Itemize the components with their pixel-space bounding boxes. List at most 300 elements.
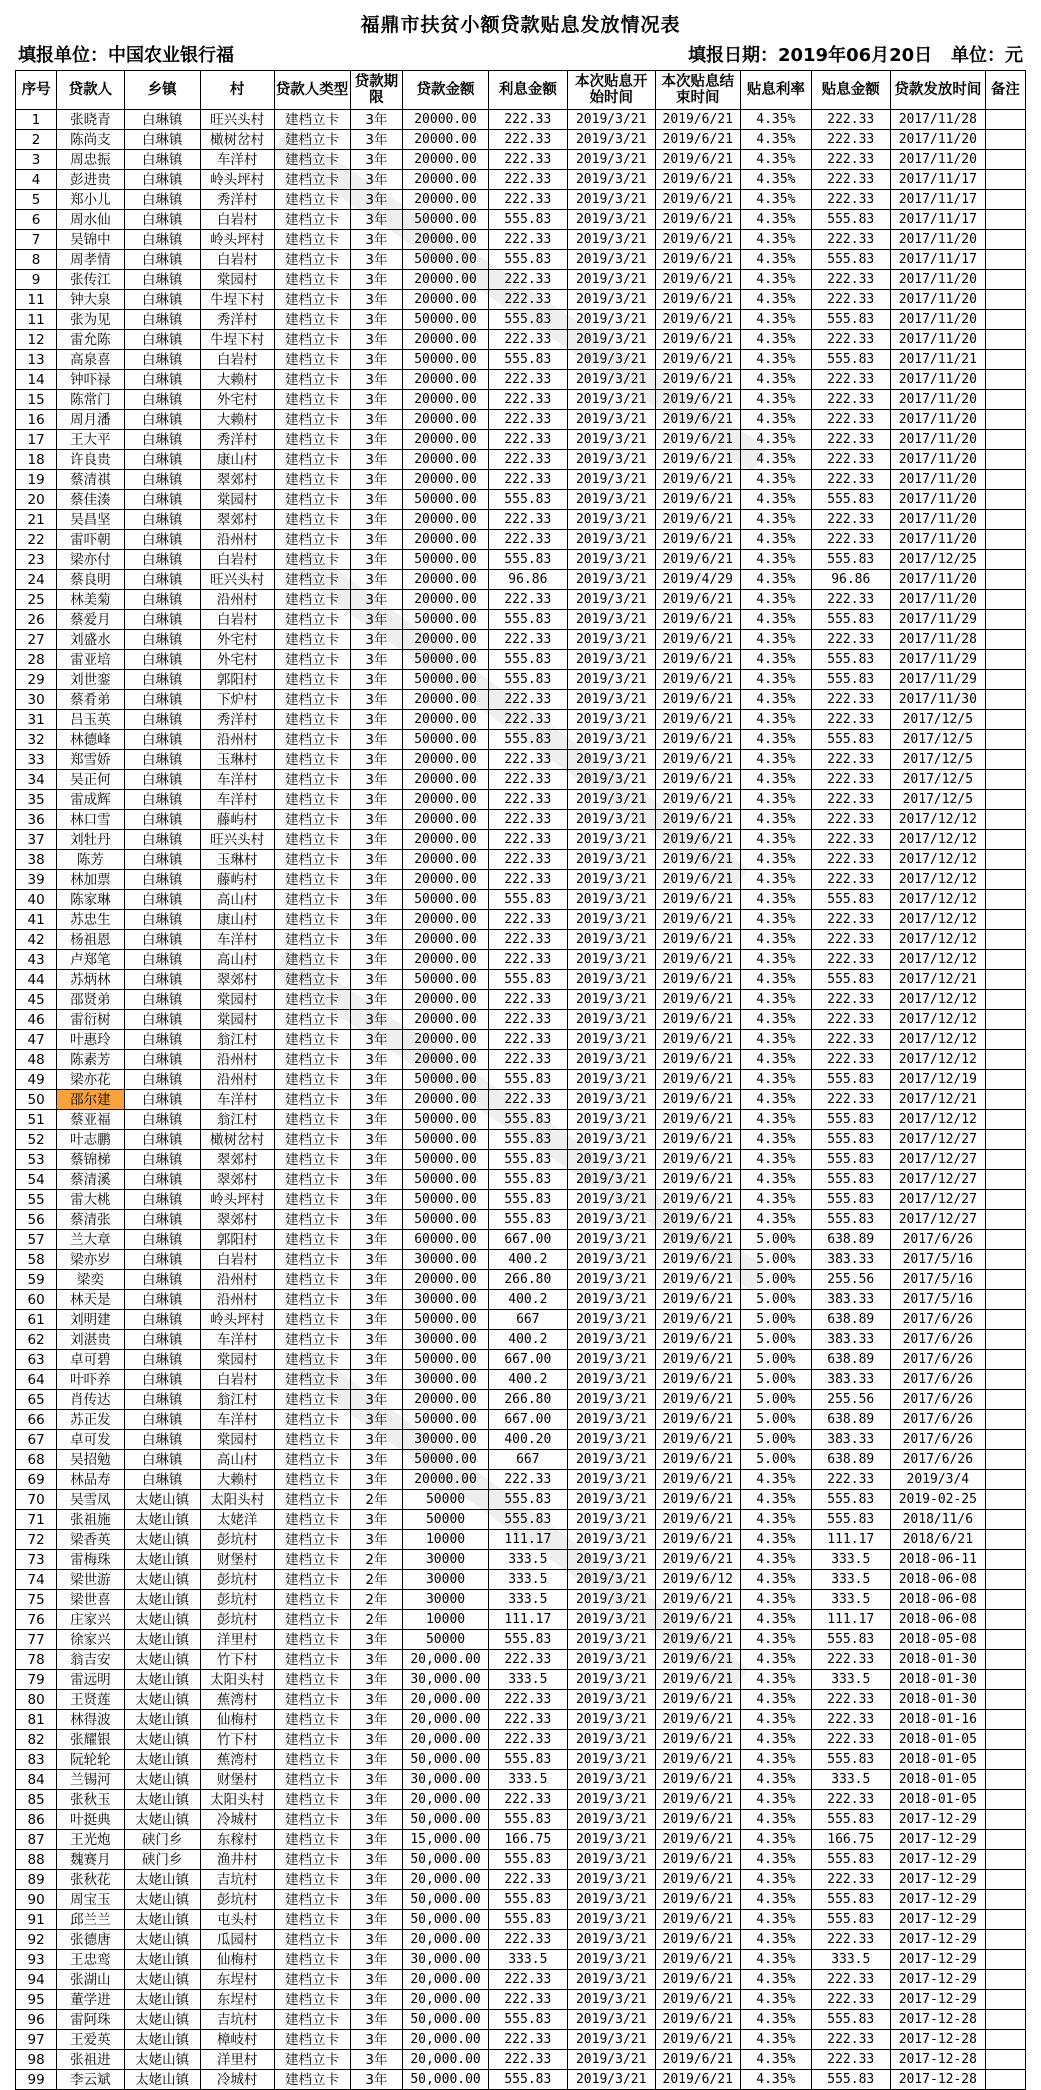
table-cell: 555.83 xyxy=(811,1110,890,1130)
table-row xyxy=(16,330,1026,350)
table-cell: 20000.00 xyxy=(403,290,488,310)
table-cell: 76 xyxy=(16,1610,57,1630)
table-row xyxy=(16,1190,1026,1210)
table-cell: 3年 xyxy=(350,1670,403,1690)
table-cell: 50 xyxy=(16,1090,57,1110)
table-cell: 222.33 xyxy=(811,950,890,970)
table-cell: 266.80 xyxy=(488,1270,567,1290)
table-cell: 建档立卡 xyxy=(274,1570,350,1590)
table-cell: 建档立卡 xyxy=(274,550,350,570)
table-cell: 2017-12-29 xyxy=(890,1970,985,1990)
table-cell: 30 xyxy=(16,690,57,710)
table-cell: 2019/3/21 xyxy=(567,990,655,1010)
table-cell: 2017/12/5 xyxy=(890,730,985,750)
table-cell: 仙梅村 xyxy=(200,1950,274,1970)
table-cell: 2019/3/21 xyxy=(567,770,655,790)
table-cell: 玉琳村 xyxy=(200,750,274,770)
table-cell: 沿州村 xyxy=(200,1290,274,1310)
table-cell: 222.33 xyxy=(488,1030,567,1050)
table-cell: 3年 xyxy=(350,230,403,250)
table-cell: 2019/3/21 xyxy=(567,970,655,990)
loan-subsidy-table xyxy=(15,70,1026,2090)
table-cell: 2019/6/21 xyxy=(655,350,740,370)
table-cell: 雷梅珠 xyxy=(57,1550,125,1570)
table-cell: 222.33 xyxy=(811,1010,890,1030)
table-cell: 50000.00 xyxy=(403,730,488,750)
table-cell: 太姥山镇 xyxy=(124,1950,200,1970)
table-cell: 2017/6/26 xyxy=(890,1390,985,1410)
table-row xyxy=(16,910,1026,930)
table-row xyxy=(16,710,1026,730)
table-cell: 吴锦中 xyxy=(57,230,125,250)
table-cell: 222.33 xyxy=(488,1930,567,1950)
table-cell: 10000 xyxy=(403,1610,488,1630)
table-cell: 6 xyxy=(16,210,57,230)
table-cell: 2017/11/20 xyxy=(890,530,985,550)
table-cell: 333.5 xyxy=(811,1570,890,1590)
table-cell: 3年 xyxy=(350,370,403,390)
table-cell: 4.35% xyxy=(741,530,812,550)
table-cell: 3年 xyxy=(350,1750,403,1770)
table-cell: 2019/3/21 xyxy=(567,670,655,690)
table-cell: 92 xyxy=(16,1930,57,1950)
table-cell: 70 xyxy=(16,1490,57,1510)
table-cell xyxy=(985,1590,1025,1610)
table-cell: 太姥山镇 xyxy=(124,1690,200,1710)
table-cell: 400.2 xyxy=(488,1290,567,1310)
table-cell: 4.35% xyxy=(741,1070,812,1090)
table-cell: 2019/3/21 xyxy=(567,370,655,390)
table-cell: 12 xyxy=(16,330,57,350)
table-cell xyxy=(985,350,1025,370)
table-cell xyxy=(985,1550,1025,1570)
table-cell: 2019/6/21 xyxy=(655,490,740,510)
table-cell: 2019/3/21 xyxy=(567,2070,655,2090)
table-row xyxy=(16,1370,1026,1390)
table-cell: 2019/6/21 xyxy=(655,550,740,570)
table-cell: 222.33 xyxy=(811,290,890,310)
table-cell: 刘世銮 xyxy=(57,670,125,690)
table-row xyxy=(16,1670,1026,1690)
table-cell: 2019/3/21 xyxy=(567,1210,655,1230)
table-cell: 5 xyxy=(16,190,57,210)
table-cell: 2019/6/21 xyxy=(655,950,740,970)
table-row xyxy=(16,990,1026,1010)
table-cell: 2019/3/21 xyxy=(567,1570,655,1590)
table-cell: 2019/3/21 xyxy=(567,1390,655,1410)
table-cell: 白琳镇 xyxy=(124,410,200,430)
table-cell: 50000.00 xyxy=(403,250,488,270)
table-cell: 2017-12-29 xyxy=(890,1950,985,1970)
table-cell: 3年 xyxy=(350,290,403,310)
table-cell: 4.35% xyxy=(741,350,812,370)
table-cell: 翁吉安 xyxy=(57,1650,125,1670)
table-cell: 2019/3/21 xyxy=(567,1290,655,1310)
table-cell: 50,000.00 xyxy=(403,1850,488,1870)
table-cell: 棠园村 xyxy=(200,490,274,510)
table-cell: 3年 xyxy=(350,1730,403,1750)
table-row xyxy=(16,970,1026,990)
table-cell: 大赖村 xyxy=(200,410,274,430)
table-cell: 555.83 xyxy=(811,890,890,910)
table-cell xyxy=(985,1570,1025,1590)
table-cell: 2017/11/20 xyxy=(890,310,985,330)
table-cell: 2019/6/21 xyxy=(655,1850,740,1870)
table-cell: 4.35% xyxy=(741,1810,812,1830)
table-cell: 外宅村 xyxy=(200,650,274,670)
table-cell: 555.83 xyxy=(488,650,567,670)
table-cell: 白琳镇 xyxy=(124,130,200,150)
table-cell: 50000.00 xyxy=(403,610,488,630)
table-cell: 3年 xyxy=(350,1310,403,1330)
table-row xyxy=(16,790,1026,810)
table-cell: 555.83 xyxy=(488,210,567,230)
table-cell: 222.33 xyxy=(488,510,567,530)
table-cell: 2019/6/21 xyxy=(655,1290,740,1310)
table-cell: 20000.00 xyxy=(403,930,488,950)
table-cell: 50000.00 xyxy=(403,310,488,330)
table-cell: 4.35% xyxy=(741,410,812,430)
table-cell: 太姥山镇 xyxy=(124,1790,200,1810)
table-cell: 3年 xyxy=(350,850,403,870)
table-cell: 3年 xyxy=(350,710,403,730)
table-row xyxy=(16,1290,1026,1310)
table-cell: 苏炳林 xyxy=(57,970,125,990)
table-cell: 建档立卡 xyxy=(274,1950,350,1970)
table-cell: 3年 xyxy=(350,1170,403,1190)
table-cell: 4.35% xyxy=(741,470,812,490)
table-cell: 26 xyxy=(16,610,57,630)
table-cell: 建档立卡 xyxy=(274,1550,350,1570)
table-cell: 222.33 xyxy=(488,370,567,390)
table-cell xyxy=(985,1770,1025,1790)
table-cell: 4.35% xyxy=(741,1010,812,1030)
table-cell: 222.33 xyxy=(811,1650,890,1670)
table-cell: 2019/6/21 xyxy=(655,310,740,330)
table-cell: 2019/6/21 xyxy=(655,1310,740,1330)
table-row xyxy=(16,650,1026,670)
table-cell: 建档立卡 xyxy=(274,1750,350,1770)
table-cell xyxy=(985,1670,1025,1690)
table-cell: 建档立卡 xyxy=(274,1690,350,1710)
table-cell: 2019/3/21 xyxy=(567,1790,655,1810)
table-cell: 8 xyxy=(16,250,57,270)
table-cell: 333.5 xyxy=(488,1670,567,1690)
table-cell: 建档立卡 xyxy=(274,350,350,370)
table-cell: 50000.00 xyxy=(403,350,488,370)
table-cell: 21 xyxy=(16,510,57,530)
table-cell: 222.33 xyxy=(811,690,890,710)
table-cell xyxy=(985,1910,1025,1930)
table-cell: 雷成辉 xyxy=(57,790,125,810)
table-row xyxy=(16,1810,1026,1830)
table-cell: 外宅村 xyxy=(200,630,274,650)
table-cell: 建档立卡 xyxy=(274,890,350,910)
table-cell: 77 xyxy=(16,1630,57,1650)
table-cell: 2017/11/20 xyxy=(890,370,985,390)
table-cell: 4.35% xyxy=(741,1630,812,1650)
table-cell: 4.35% xyxy=(741,1090,812,1110)
table-cell: 4.35% xyxy=(741,930,812,950)
table-cell: 2017/12/12 xyxy=(890,990,985,1010)
table-cell: 91 xyxy=(16,1910,57,1930)
table-cell: 222.33 xyxy=(811,1990,890,2010)
table-cell: 太姥山镇 xyxy=(124,1910,200,1930)
table-cell xyxy=(985,890,1025,910)
table-cell: 5.00% xyxy=(741,1350,812,1370)
table-cell: 2017/12/27 xyxy=(890,1190,985,1210)
table-cell: 2019/6/21 xyxy=(655,1690,740,1710)
table-cell xyxy=(985,1110,1025,1130)
table-cell: 2019/6/21 xyxy=(655,730,740,750)
table-cell: 222.33 xyxy=(811,1050,890,1070)
table-cell: 50,000.00 xyxy=(403,1810,488,1830)
table-cell: 白琳镇 xyxy=(124,770,200,790)
table-cell: 222.33 xyxy=(488,810,567,830)
table-cell: 3年 xyxy=(350,1950,403,1970)
table-cell: 20000.00 xyxy=(403,270,488,290)
table-cell: 2019/6/21 xyxy=(655,1330,740,1350)
table-cell: 建档立卡 xyxy=(274,250,350,270)
table-cell: 2019/3/21 xyxy=(567,530,655,550)
table-cell: 16 xyxy=(16,410,57,430)
table-cell: 93 xyxy=(16,1950,57,1970)
table-cell: 2019/6/21 xyxy=(655,1810,740,1830)
table-cell: 222.33 xyxy=(811,390,890,410)
table-cell: 建档立卡 xyxy=(274,1010,350,1030)
table-cell: 2019/3/21 xyxy=(567,850,655,870)
table-cell: 2019/6/21 xyxy=(655,1110,740,1130)
table-cell: 3年 xyxy=(350,510,403,530)
table-cell: 555.83 xyxy=(488,310,567,330)
table-cell: 东稼村 xyxy=(200,1830,274,1850)
table-cell: 太阳头村 xyxy=(200,1670,274,1690)
table-cell: 41 xyxy=(16,910,57,930)
table-cell: 建档立卡 xyxy=(274,1370,350,1390)
table-cell: 建档立卡 xyxy=(274,610,350,630)
table-cell: 2017/5/16 xyxy=(890,1290,985,1310)
table-cell: 50000.00 xyxy=(403,1130,488,1150)
table-cell: 雷阿珠 xyxy=(57,2010,125,2030)
table-cell: 2019/6/21 xyxy=(655,2030,740,2050)
table-cell: 2019/6/21 xyxy=(655,1190,740,1210)
table-cell: 3年 xyxy=(350,590,403,610)
table-cell: 20000.00 xyxy=(403,1090,488,1110)
table-cell: 3年 xyxy=(350,1410,403,1430)
table-cell: 5.00% xyxy=(741,1410,812,1430)
table-cell: 20000.00 xyxy=(403,1470,488,1490)
table-cell: 50000 xyxy=(403,1490,488,1510)
table-row xyxy=(16,1130,1026,1150)
table-cell: 2017/12/12 xyxy=(890,1110,985,1130)
table-cell xyxy=(985,1230,1025,1250)
table-cell: 222.33 xyxy=(488,630,567,650)
table-cell: 2019/6/21 xyxy=(655,1230,740,1250)
table-cell: 222.33 xyxy=(488,690,567,710)
table-cell: 2019/3/21 xyxy=(567,1270,655,1290)
table-cell: 4.35% xyxy=(741,1210,812,1230)
table-cell: 建档立卡 xyxy=(274,1910,350,1930)
table-cell: 建档立卡 xyxy=(274,1510,350,1530)
table-cell: 2019/6/21 xyxy=(655,130,740,150)
table-cell: 2017-12-28 xyxy=(890,2070,985,2090)
table-cell: 222.33 xyxy=(488,2030,567,2050)
table-cell: 555.83 xyxy=(488,1490,567,1510)
table-cell xyxy=(985,1150,1025,1170)
table-cell: 建档立卡 xyxy=(274,1190,350,1210)
table-cell: 222.33 xyxy=(811,1710,890,1730)
table-cell: 2019/3/21 xyxy=(567,250,655,270)
table-cell xyxy=(985,790,1025,810)
table-cell: 50000.00 xyxy=(403,1350,488,1370)
table-cell: 岭头坪村 xyxy=(200,1190,274,1210)
table-cell: 4.35% xyxy=(741,2070,812,2090)
table-cell: 财堡村 xyxy=(200,1770,274,1790)
table-cell: 20000.00 xyxy=(403,530,488,550)
table-cell: 2019/3/4 xyxy=(890,1470,985,1490)
table-cell: 2019/3/21 xyxy=(567,790,655,810)
table-cell: 叶惠玲 xyxy=(57,1030,125,1050)
table-cell: 白琳镇 xyxy=(124,510,200,530)
table-cell: 4.35% xyxy=(741,790,812,810)
table-cell: 太姥山镇 xyxy=(124,1530,200,1550)
table-cell: 2018-06-08 xyxy=(890,1570,985,1590)
table-cell: 638.89 xyxy=(811,1350,890,1370)
table-cell: 4.35% xyxy=(741,270,812,290)
column-header: 贷款期限 xyxy=(350,71,403,110)
table-cell: 2017/5/16 xyxy=(890,1250,985,1270)
table-cell: 57 xyxy=(16,1230,57,1250)
table-cell: 2019/3/21 xyxy=(567,1530,655,1550)
table-cell: 建档立卡 xyxy=(274,870,350,890)
table-cell: 翠郊村 xyxy=(200,1170,274,1190)
table-cell: 2019/6/21 xyxy=(655,1150,740,1170)
table-cell: 白琳镇 xyxy=(124,1410,200,1430)
table-cell: 50000.00 xyxy=(403,1190,488,1210)
table-cell: 建档立卡 xyxy=(274,790,350,810)
table-cell: 2018/11/6 xyxy=(890,1510,985,1530)
table-cell: 333.5 xyxy=(811,1550,890,1570)
table-cell: 2019/4/29 xyxy=(655,570,740,590)
table-cell: 4.35% xyxy=(741,750,812,770)
table-cell: 2年 xyxy=(350,1490,403,1510)
table-cell: 222.33 xyxy=(811,1030,890,1050)
table-cell: 建档立卡 xyxy=(274,1970,350,1990)
table-cell: 2019/6/21 xyxy=(655,150,740,170)
table-cell: 2019/6/21 xyxy=(655,890,740,910)
table-cell: 4.35% xyxy=(741,1150,812,1170)
table-cell xyxy=(985,990,1025,1010)
table-cell: 87 xyxy=(16,1830,57,1850)
table-cell: 2019/3/21 xyxy=(567,270,655,290)
table-cell: 84 xyxy=(16,1770,57,1790)
table-cell: 蔡锦梯 xyxy=(57,1150,125,1170)
table-row xyxy=(16,730,1026,750)
table-cell: 建档立卡 xyxy=(274,390,350,410)
table-cell: 张祖施 xyxy=(57,1510,125,1530)
table-cell: 222.33 xyxy=(811,830,890,850)
table-cell: 建档立卡 xyxy=(274,670,350,690)
table-cell: 陈尚支 xyxy=(57,130,125,150)
table-cell: 266.80 xyxy=(488,1390,567,1410)
table-cell: 2019/6/21 xyxy=(655,990,740,1010)
table-cell: 白琳镇 xyxy=(124,450,200,470)
table-cell: 2019/6/21 xyxy=(655,690,740,710)
table-cell: 3年 xyxy=(350,1830,403,1850)
table-cell: 3年 xyxy=(350,1430,403,1450)
table-row xyxy=(16,570,1026,590)
table-cell: 白琳镇 xyxy=(124,1110,200,1130)
table-cell xyxy=(985,770,1025,790)
table-cell: 222.33 xyxy=(811,410,890,430)
table-cell: 222.33 xyxy=(811,2050,890,2070)
table-cell: 222.33 xyxy=(811,1090,890,1110)
table-cell: 李云斌 xyxy=(57,2070,125,2090)
table-cell: 20000.00 xyxy=(403,510,488,530)
table-cell: 222.33 xyxy=(811,330,890,350)
table-cell: 2017-12-29 xyxy=(890,1810,985,1830)
table-cell: 3年 xyxy=(350,270,403,290)
table-cell: 硖门乡 xyxy=(124,1850,200,1870)
table-cell xyxy=(985,330,1025,350)
table-cell: 3年 xyxy=(350,1890,403,1910)
table-cell: 2019/6/21 xyxy=(655,1410,740,1430)
table-cell: 太姥山镇 xyxy=(124,1590,200,1610)
table-cell: 兰大章 xyxy=(57,1230,125,1250)
table-cell: 2017/12/27 xyxy=(890,1150,985,1170)
table-cell: 2019/3/21 xyxy=(567,1190,655,1210)
table-cell: 3年 xyxy=(350,450,403,470)
table-cell: 白琳镇 xyxy=(124,490,200,510)
table-cell: 222.33 xyxy=(488,870,567,890)
table-cell: 牛埕下村 xyxy=(200,290,274,310)
table-row xyxy=(16,1030,1026,1050)
table-cell: 4.35% xyxy=(741,630,812,650)
table-cell: 555.83 xyxy=(811,1750,890,1770)
table-cell: 20000.00 xyxy=(403,750,488,770)
table-cell: 4.35% xyxy=(741,1050,812,1070)
table-cell: 太姥山镇 xyxy=(124,1810,200,1830)
column-header: 本次贴息结束时间 xyxy=(655,71,740,110)
table-cell: 2年 xyxy=(350,1570,403,1590)
table-cell xyxy=(985,870,1025,890)
table-row xyxy=(16,810,1026,830)
table-cell: 50000.00 xyxy=(403,490,488,510)
table-cell: 白琳镇 xyxy=(124,630,200,650)
table-cell: 555.83 xyxy=(811,250,890,270)
table-cell: 64 xyxy=(16,1370,57,1390)
table-cell: 林得波 xyxy=(57,1710,125,1730)
table-cell: 2017-12-29 xyxy=(890,1910,985,1930)
table-cell: 20000.00 xyxy=(403,1390,488,1410)
table-cell: 2019/6/21 xyxy=(655,830,740,850)
table-cell: 3年 xyxy=(350,1470,403,1490)
table-cell: 2017/11/30 xyxy=(890,690,985,710)
table-cell: 638.89 xyxy=(811,1410,890,1430)
table-cell: 2019/3/21 xyxy=(567,170,655,190)
table-cell: 杨祖恩 xyxy=(57,930,125,950)
table-cell: 白琳镇 xyxy=(124,250,200,270)
table-row xyxy=(16,670,1026,690)
table-cell: 建档立卡 xyxy=(274,1870,350,1890)
table-cell: 3年 xyxy=(350,1450,403,1470)
table-cell: 555.83 xyxy=(811,730,890,750)
table-cell: 555.83 xyxy=(488,250,567,270)
table-cell: 555.83 xyxy=(488,1810,567,1830)
table-cell: 20000.00 xyxy=(403,470,488,490)
table-cell: 3年 xyxy=(350,1130,403,1150)
table-cell: 222.33 xyxy=(488,130,567,150)
